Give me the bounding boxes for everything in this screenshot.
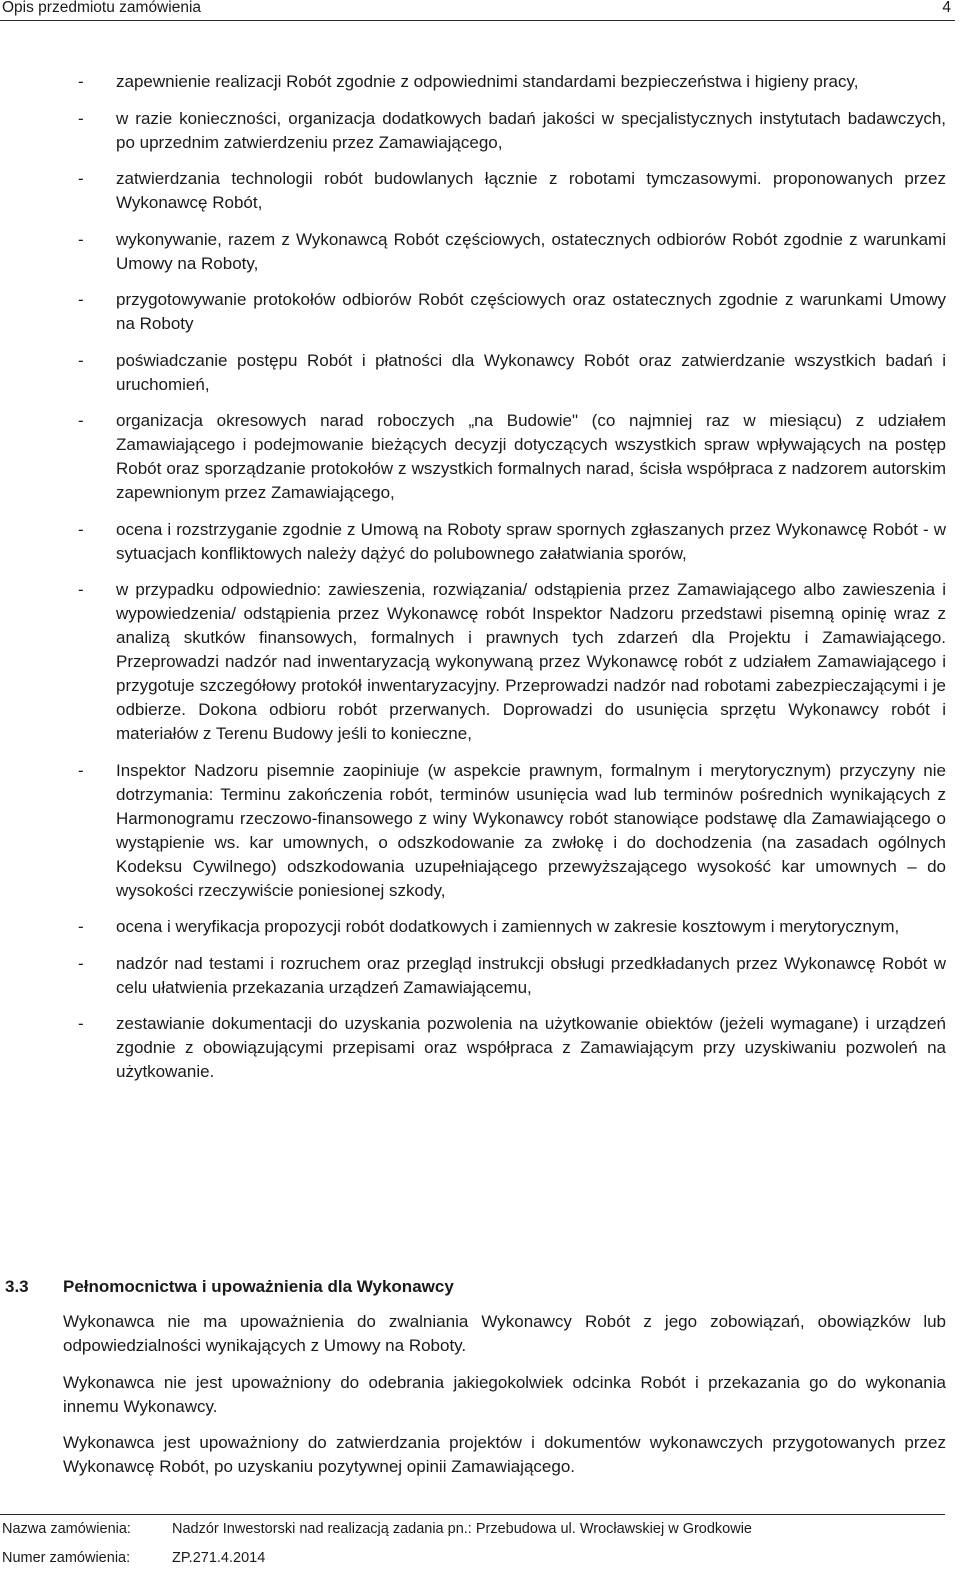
document-title: Opis przedmiotu zamówienia	[2, 0, 202, 16]
order-number-label: Numer zamówienia:	[2, 1550, 131, 1566]
list-item-text: zestawianie dokumentacji do uzyskania pozwolenia na użytkowanie obiektów (jeżeli wymagane) i urządzeń zgodnie z obowiązującymi przepisami oraz współpraca z Zamawiającym przy uzyskiwaniu pozwoleń na użytkowanie.	[116, 1014, 946, 1081]
bullet-dash: -	[78, 108, 84, 128]
page-header	[0, 0, 955, 21]
bullet-dash: -	[78, 580, 84, 599]
list-item	[62, 1012, 946, 1084]
footer-order-number-row	[0, 1547, 945, 1579]
list-item	[62, 578, 946, 746]
bullet-dash: -	[78, 169, 84, 188]
order-name-value: Nadzór Inwestorski nad realizacją zadania pn.: Przebudowa ul. Wrocławskiej w Grodkowie	[172, 1521, 752, 1537]
footer-order-name-row	[0, 1515, 945, 1547]
list-item-text: w razie konieczności, organizacja dodatkowych badań jakości w specjalistycznych instytutach badawczych, po uprzednim zatwierdzeniu przez Zamawiającego,	[116, 108, 946, 152]
list-item-text: Inspektor Nadzoru pisemnie zaopiniuje (w aspekcie prawnym, formalnym i merytorycznym) przyczyny nie dotrzymania: Terminu zakończenia robót, terminów usunięcia wad lub terminów pośrednich wynikających z Harmonogramu rzeczowo-finansowego z winy Wykonawcy robót stanowiące podstawę dla Zamawiającego o wystąpienie ws. kar umownych, o odszkodowanie za zwłokę i do dochodzenia (na zasadach ogólnych Kodeksu Cywilnego) odszkodowania uzupełniającego przewyższającego wysokość kar umownych – do wysokości rzeczywiście poniesionej szkody,	[116, 760, 946, 900]
list-item	[62, 70, 946, 94]
list-item-text: zapewnienie realizacji Robót zgodnie z odpowiednimi standardami bezpieczeństwa i higieny pracy,	[116, 72, 859, 91]
list-item-text: organizacja okresowych narad roboczych „na Budowie" (co najmniej raz w miesiącu) z udziałem Zamawiającego i podejmowanie bieżących decyzji dotyczących wszystkich spraw wpływających na postęp Robót oraz sporządzanie protokołów z wszystkich formalnych narad, ścisła współpraca z nadzorem autorskim zapewnionym przez Zamawiającego,	[116, 411, 946, 502]
list-item-text: wykonywanie, razem z Wykonawcą Robót częściowych, ostatecznych odbiorów Robót zgodnie z warunkami Umowy na Roboty,	[116, 229, 946, 273]
list-item	[62, 409, 946, 505]
bullet-dash: -	[78, 760, 84, 780]
duties-list	[62, 70, 946, 1097]
list-item-text: zatwierdzania technologii robót budowlanych łącznie z robotami tymczasowymi. proponowanych przez Wykonawcę Robót,	[116, 169, 946, 212]
list-item-text: poświadczanie postępu Robót i płatności dla Wykonawcy Robót oraz zatwierdzanie wszystkich badań i uruchomień,	[116, 350, 946, 394]
bullet-dash: -	[78, 229, 84, 249]
page-footer	[0, 1514, 945, 1579]
bullet-dash: -	[78, 1014, 84, 1033]
bullet-dash: -	[78, 519, 84, 539]
bullet-dash: -	[78, 953, 84, 973]
list-item-text: ocena i rozstrzyganie zgodnie z Umową na Roboty spraw spornych zgłaszanych przez Wykonawcę Robót - w sytuacjach konfliktowych należy dążyć do polubownego załatwiania sporów,	[116, 519, 946, 563]
order-number-value: ZP.271.4.2014	[172, 1550, 266, 1566]
list-item	[62, 228, 946, 276]
page-number: 4	[942, 0, 951, 16]
list-item-text: nadzór nad testami i rozruchem oraz przegląd instrukcji obsługi przedkładanych przez Wykonawcę Robót w celu ułatwienia przekazania urządzeń Zamawiającemu,	[116, 953, 946, 997]
section-body	[63, 1310, 946, 1492]
bullet-dash: -	[78, 72, 84, 91]
list-item	[62, 759, 946, 903]
section-number: 3.3	[5, 1277, 29, 1296]
list-item	[62, 288, 946, 336]
list-item	[62, 518, 946, 566]
list-item	[62, 349, 946, 397]
list-item	[62, 107, 946, 155]
bullet-dash: -	[78, 917, 84, 936]
paragraph: Wykonawca jest upoważniony do zatwierdzania projektów i dokumentów wykonawczych przygotowanych przez Wykonawcę Robót, po uzyskaniu pozytywnej opinii Zamawiającego.	[63, 1433, 946, 1476]
list-item	[62, 952, 946, 1000]
paragraph: Wykonawca nie jest upoważniony do odebrania jakiegokolwiek odcinka Robót i przekazania go do wykonania innemu Wykonawcy.	[63, 1372, 946, 1416]
order-name-label: Nazwa zamówienia:	[2, 1521, 131, 1537]
bullet-dash: -	[78, 411, 84, 430]
paragraph: Wykonawca nie ma upoważnienia do zwalniania Wykonawcy Robót z jego zobowiązań, obowiązków lub odpowiedzialności wynikających z Umowy na Roboty.	[63, 1312, 946, 1355]
bullet-dash: -	[78, 290, 84, 309]
section-title: Pełnomocnictwa i upoważnienia dla Wykonawcy	[63, 1277, 454, 1296]
bullet-dash: -	[78, 350, 84, 370]
section-heading	[5, 1275, 454, 1299]
list-item-text: ocena i weryfikacja propozycji robót dodatkowych i zamiennych w zakresie kosztowym i merytorycznym,	[116, 917, 900, 936]
list-item-text: przygotowywanie protokołów odbiorów Robót częściowych oraz ostatecznych zgodnie z warunkami Umowy na Roboty	[116, 290, 946, 333]
list-item	[62, 915, 946, 939]
list-item	[62, 167, 946, 215]
list-item-text: w przypadku odpowiednio: zawieszenia, rozwiązania/ odstąpienia przez Zamawiającego albo zawieszenia i wypowiedzenia/ odstąpienia przez Wykonawcę robót Inspektor Nadzoru przedstawi pisemną opinię wraz z analizą skutków finansowych, formalnych i prawnych tych zdarzeń dla Projektu i Zamawiającego. Przeprowadzi nadzór nad inwentaryzacją wykonywaną przez Wykonawcę robót z udziałem Zamawiającego i przygotuje szczegółowy protokół inwentaryzacyjny. Przeprowadzi nadzór nad robotami zabezpieczającymi i je odbierze. Dokona odbioru robót przerwanych. Doprowadzi do usunięcia sprzętu Wykonawcy robót i materiałów z Terenu Budowy jeśli to konieczne,	[116, 580, 946, 743]
